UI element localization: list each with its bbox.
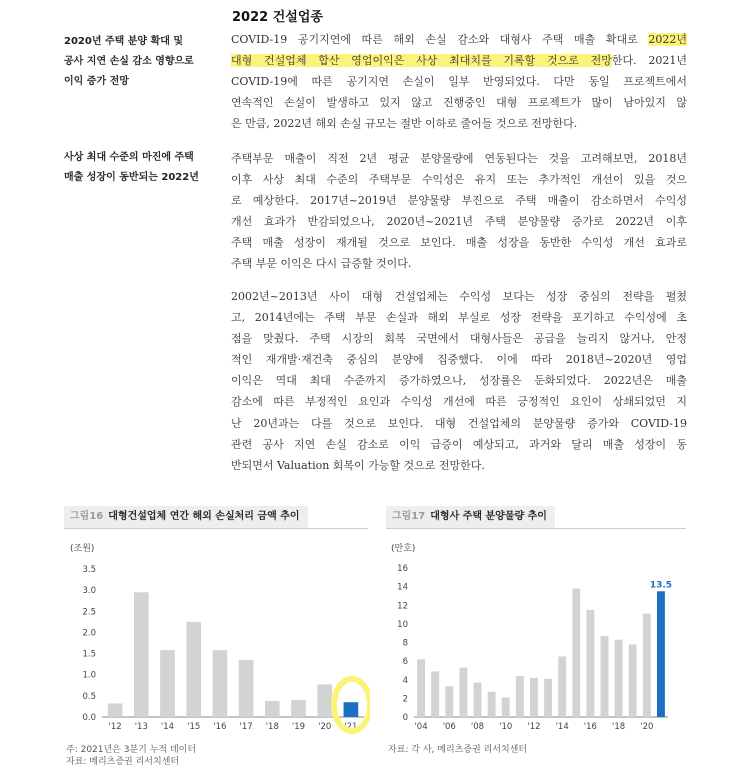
- text-span: 주택부문 매출이 직전 2년 평균 분양물량에 연동된다는 것을 고려해보면, 2018년: [231, 152, 687, 165]
- side-heading-1: [64, 32, 194, 92]
- bar: [213, 650, 228, 717]
- text-line: [231, 113, 687, 134]
- x-tick-label: '14: [555, 722, 569, 732]
- bar: [417, 659, 425, 717]
- figure-16-note: 주: 2021년은 3분기 누적 데이터: [66, 745, 197, 755]
- bar: [615, 640, 623, 717]
- figure-17-title: 대형사 주택 분양물량 추이: [430, 511, 547, 522]
- data-label: 13.5: [649, 580, 673, 591]
- x-tick-label: '15: [187, 722, 201, 732]
- figure-17: [386, 506, 686, 529]
- text-span: 2002년~2013년 사이 대형 건설업체는 수익성 보다는 성장 중심의 전략을 펼쳤: [231, 290, 687, 303]
- text-line: [231, 349, 687, 370]
- y-tick-label: 0.5: [82, 691, 96, 702]
- text-line: [231, 286, 687, 307]
- text-span: 주택 매출 성장이 재개될 것으로 보인다. 매출 성장을 동반한 수익성 개선 효과로: [231, 236, 687, 250]
- text-span: COVID-19에 따른 공기지연 손실이 일부 반영되었다. 다만 동일 프로젝트에서: [231, 75, 687, 89]
- x-tick-label: '14: [160, 722, 175, 732]
- x-tick-label: '12: [108, 722, 122, 732]
- text-span: 개선 효과가 반감되었으나, 2020년~2021년 주택 분양물량 증가로 2022년 이후: [231, 215, 687, 229]
- y-tick-label: 1.5: [82, 649, 96, 660]
- text-line: [231, 434, 687, 455]
- text-line: [231, 169, 687, 190]
- figure-16-rule: [64, 528, 368, 529]
- bar: [544, 679, 552, 717]
- y-tick-label: 12: [397, 601, 408, 612]
- text-span: 연속적인 손실이 발생하고 있지 않고 진행중인 대형 프로젝트가 많이 남아있지 않: [231, 96, 687, 110]
- x-tick-label: '18: [265, 722, 279, 732]
- y-tick-label: 3.0: [82, 586, 96, 597]
- text-span: 한다. 2021년: [611, 54, 687, 68]
- bar: [601, 636, 609, 717]
- figure-17-unit: (만호): [391, 544, 416, 554]
- text-span: 적인 재개발·재건축 중심의 분양에 집중했다. 이에 따라 2018년~2020년 영업: [231, 353, 687, 367]
- x-tick-label: '16: [213, 722, 227, 732]
- bar: [488, 692, 496, 717]
- figure-16-notes: [66, 744, 196, 768]
- side-heading-line: 사상 최대 수준의 마진에 주택: [64, 152, 194, 163]
- figure-16-label: 그림16: [70, 511, 104, 522]
- text-line: [231, 50, 687, 71]
- figure-17-notes: [388, 744, 527, 756]
- bar: [108, 703, 123, 717]
- bar: [239, 660, 254, 717]
- bar: [459, 668, 467, 717]
- text-line: [231, 211, 687, 232]
- text-span: 반되면서 Valuation 회복이 가능할 것으로 전망한다.: [231, 458, 485, 472]
- figure-17-label: 그림17: [392, 511, 426, 522]
- y-tick-label: 10: [397, 619, 408, 630]
- text-span: 이익은 역대 최대 수준까지 증가하였으나, 성장률은 둔화되었다. 2022년은 매출: [231, 374, 687, 388]
- x-tick-label: '19: [291, 722, 306, 732]
- x-tick-label: '12: [527, 722, 541, 732]
- bar: [134, 592, 149, 717]
- side-heading-line: 이익 증가 전망: [64, 76, 129, 87]
- text-span: COVID-19 공기지연에 따른 해외 손실 감소와 대형사 주택 매출 확대로: [231, 33, 649, 46]
- text-span: 은 만큼, 2022년 해외 손실 규모는 절반 이하로 줄어들 것으로 전망한다.: [231, 117, 578, 131]
- x-tick-label: '13: [134, 722, 148, 732]
- side-heading-line: 공사 지연 손실 감소 영향으로: [64, 56, 194, 67]
- x-tick-label: '21: [344, 722, 358, 732]
- x-tick-label: '08: [470, 722, 485, 732]
- y-tick-label: 6: [402, 657, 408, 668]
- figure-17-header: [386, 506, 686, 528]
- bar: [160, 650, 175, 717]
- text-line: [231, 391, 687, 412]
- text-span: 주택 부문 이익은 다시 급증할 것이다.: [231, 257, 412, 271]
- side-heading-line: 매출 성장이 동반되는 2022년: [64, 172, 199, 183]
- text-line: [231, 148, 687, 169]
- y-tick-label: 0.0: [82, 713, 96, 723]
- text-line: [231, 71, 687, 92]
- y-tick-label: 1.0: [82, 670, 96, 681]
- chart-overseas-loss: [64, 560, 370, 740]
- bar: [516, 676, 524, 717]
- bar: [586, 610, 594, 717]
- bar: [558, 656, 566, 717]
- text-line: [231, 328, 687, 349]
- bar-highlight: [344, 702, 359, 717]
- text-line: [231, 190, 687, 211]
- text-span: 관련 공사 지연 손실 감소로 이익 급증이 예상되고, 과거와 달리 매출 성장이 동: [231, 437, 687, 451]
- bar: [629, 644, 637, 717]
- x-tick-label: '10: [499, 722, 513, 732]
- text-line: [231, 455, 687, 476]
- y-tick-label: 16: [397, 564, 408, 574]
- text-span: 점을 맞췄다. 주택 시장의 회복 국면에서 대형사들은 공급을 늘리지 않거나, 안정: [231, 332, 687, 346]
- highlighted-text: 대형 건설업체 합산 영업이익은 사상 최대치를 기록할 것으로 전망: [231, 54, 612, 68]
- section-title: 2022 건설업종: [232, 10, 323, 25]
- bar: [317, 684, 332, 717]
- chart-housing-supply: [386, 560, 686, 740]
- paragraph-3: [231, 286, 687, 476]
- bar: [474, 683, 482, 717]
- y-tick-label: 0: [402, 713, 408, 723]
- figure-17-source: 자료: 각 사, 메리츠증권 리서치센터: [388, 745, 528, 755]
- text-line: [231, 92, 687, 113]
- x-tick-label: '17: [239, 722, 253, 732]
- figure-16-source: 자료: 메리츠증권 리서치센터: [66, 757, 180, 767]
- bar: [572, 588, 580, 717]
- bar: [265, 701, 280, 717]
- paragraph-1: [231, 29, 687, 134]
- side-heading-2: [64, 148, 199, 188]
- text-line: [231, 370, 687, 391]
- y-tick-label: 2: [402, 694, 408, 705]
- highlighted-text: 2022년: [648, 33, 687, 46]
- text-line: [231, 253, 687, 274]
- figure-16-header: [64, 506, 368, 528]
- bar: [431, 671, 439, 717]
- x-tick-label: '18: [612, 722, 626, 732]
- y-tick-label: 8: [402, 638, 408, 649]
- x-tick-label: '04: [414, 722, 428, 732]
- text-span: 이후 사상 최대 수준의 주택부문 수익성은 유지 또는 추가적인 개선이 있을 것으: [231, 173, 687, 187]
- x-tick-label: '06: [442, 722, 456, 732]
- y-tick-label: 3.5: [82, 565, 96, 575]
- text-span: 난 20년과는 다를 것으로 보인다. 대형 건설업체의 분양물량 증가와 COVID-19: [231, 416, 687, 430]
- x-tick-label: '16: [583, 722, 597, 732]
- text-line: [231, 232, 687, 253]
- text-span: 감소에 따른 부정적인 요인과 수익성 개선에 따른 긍정적인 요인이 상쇄되었던 지: [231, 395, 687, 409]
- text-span: 로 예상한다. 2017년~2019년 분양물량 부진으로 주택 매출이 감소하면서 수익성: [231, 194, 687, 208]
- bar: [186, 622, 201, 717]
- bar: [643, 614, 651, 717]
- text-line: [231, 413, 687, 434]
- figure-16: [64, 506, 368, 529]
- bar: [502, 697, 510, 717]
- y-tick-label: 14: [397, 582, 408, 593]
- figure-17-rule: [386, 528, 686, 529]
- y-tick-label: 4: [402, 675, 408, 686]
- bar-highlight: [657, 591, 665, 717]
- text-line: [231, 29, 687, 50]
- bar: [445, 686, 453, 717]
- y-tick-label: 2.0: [82, 628, 96, 639]
- figure-16-title: 대형건설업체 연간 해외 손실처리 금액 추이: [108, 511, 300, 522]
- side-heading-line: 2020년 주택 분양 확대 및: [64, 36, 184, 47]
- bar: [291, 700, 306, 717]
- x-tick-label: '20: [318, 722, 332, 732]
- figure-16-unit: (조원): [70, 544, 95, 554]
- x-tick-label: '20: [640, 722, 654, 732]
- paragraph-2: [231, 148, 687, 275]
- bar: [530, 678, 538, 717]
- y-tick-label: 2.5: [82, 607, 96, 618]
- text-span: 고, 2014년에는 주택 부문 손실과 해외 부실로 성장 전략을 포기하고 수익성에 초: [231, 311, 687, 325]
- text-line: [231, 307, 687, 328]
